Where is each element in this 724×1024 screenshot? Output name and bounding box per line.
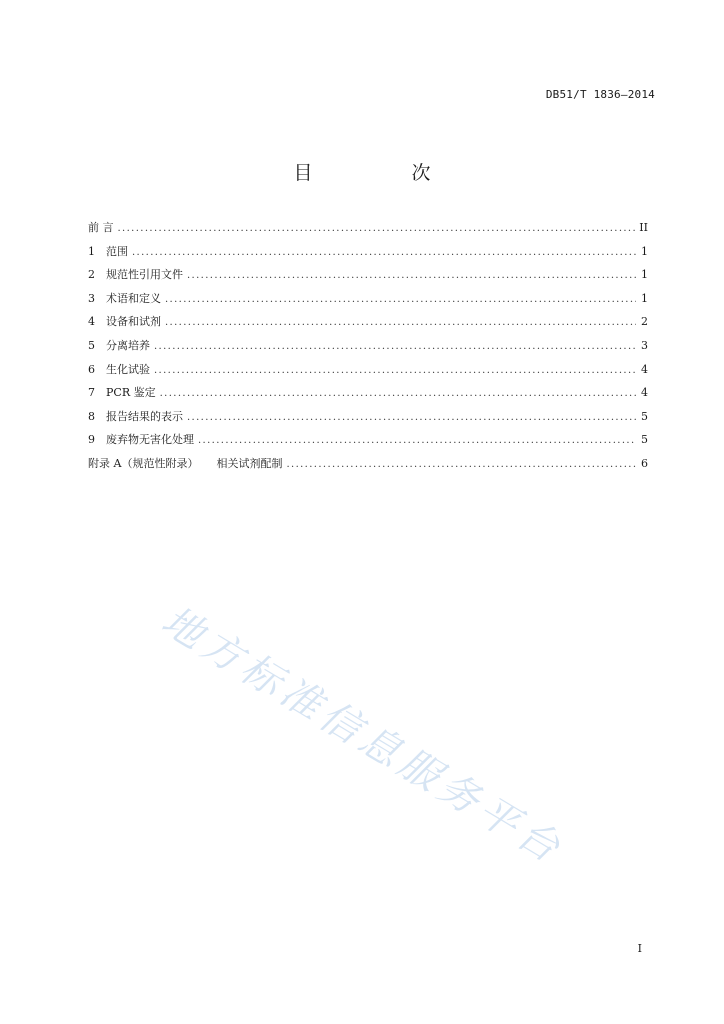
toc-entry-waste[interactable] xyxy=(88,428,648,452)
toc-page-number: 5 xyxy=(641,433,648,447)
toc-entry-title: 分离培养 xyxy=(106,338,150,352)
toc-entry-pcr[interactable] xyxy=(88,381,648,405)
toc-leader-dots xyxy=(198,429,636,453)
toc-leader-dots xyxy=(286,453,636,477)
toc-page-number: 1 xyxy=(641,291,648,305)
toc-entry-title: 生化试验 xyxy=(106,362,150,376)
toc-page-number: II xyxy=(639,221,648,234)
toc-entry-report[interactable] xyxy=(88,405,648,429)
toc-leader-dots xyxy=(132,241,636,265)
toc-entry-isolation[interactable] xyxy=(88,334,648,358)
page-number: I xyxy=(637,942,642,955)
toc-entry-appendix-a[interactable] xyxy=(88,452,648,476)
toc-page-number: 1 xyxy=(641,268,648,282)
toc-entry-equipment[interactable] xyxy=(88,310,648,334)
toc-page-number: 5 xyxy=(641,409,648,423)
toc-entry-title: 术语和定义 xyxy=(106,291,161,305)
document-code: DB51/T 1836—2014 xyxy=(545,88,655,101)
toc-leader-dots xyxy=(154,335,636,359)
table-of-contents xyxy=(88,216,648,476)
toc-entry-title: 废弃物无害化处理 xyxy=(106,433,194,447)
toc-entry-number: 1 xyxy=(88,244,95,258)
toc-entry-number: 7 xyxy=(88,386,95,400)
toc-entry-number: 5 xyxy=(88,338,95,352)
toc-leader-dots xyxy=(165,288,636,312)
toc-title: 目 次 xyxy=(293,162,471,184)
toc-entry-scope[interactable] xyxy=(88,240,648,264)
toc-entry-title: 规范性引用文件 xyxy=(106,268,183,282)
toc-entry-number: 6 xyxy=(88,362,95,376)
toc-page-number: 6 xyxy=(641,456,648,470)
toc-entry-title: 范围 xyxy=(106,244,128,258)
toc-entry-title: 报告结果的表示 xyxy=(106,409,183,423)
toc-leader-dots xyxy=(165,311,636,335)
toc-entry-title: 前 言 xyxy=(88,221,114,234)
toc-entry-biochemical-test[interactable] xyxy=(88,358,648,382)
toc-entry-title: 相关试剂配制 xyxy=(216,456,283,470)
toc-leader-dots xyxy=(187,264,636,288)
toc-page-number: 1 xyxy=(641,244,648,258)
toc-entry-terms[interactable] xyxy=(88,287,648,311)
toc-entry-foreword[interactable] xyxy=(88,216,648,240)
toc-page-number: 2 xyxy=(641,315,648,329)
toc-entry-title: PCR 鉴定 xyxy=(106,386,156,400)
toc-entry-title: 设备和试剂 xyxy=(106,315,161,329)
toc-entry-number: 4 xyxy=(88,315,95,329)
toc-entry-number: 2 xyxy=(88,268,95,282)
toc-entry-number: 3 xyxy=(88,291,95,305)
toc-entry-number: 9 xyxy=(88,433,95,447)
toc-leader-dots xyxy=(187,406,636,430)
toc-page-number: 3 xyxy=(641,338,648,352)
toc-leader-dots xyxy=(118,217,636,241)
watermark-text: 地方标准信息服务平台 xyxy=(153,597,572,875)
toc-entry-normative-references[interactable] xyxy=(88,263,648,287)
toc-entry-number: 8 xyxy=(88,409,95,423)
toc-leader-dots xyxy=(154,359,636,383)
toc-page-number: 4 xyxy=(641,362,648,376)
toc-appendix-prefix: 附录 A（规范性附录） xyxy=(88,456,199,470)
toc-leader-dots xyxy=(160,382,636,406)
toc-page-number: 4 xyxy=(641,386,648,400)
